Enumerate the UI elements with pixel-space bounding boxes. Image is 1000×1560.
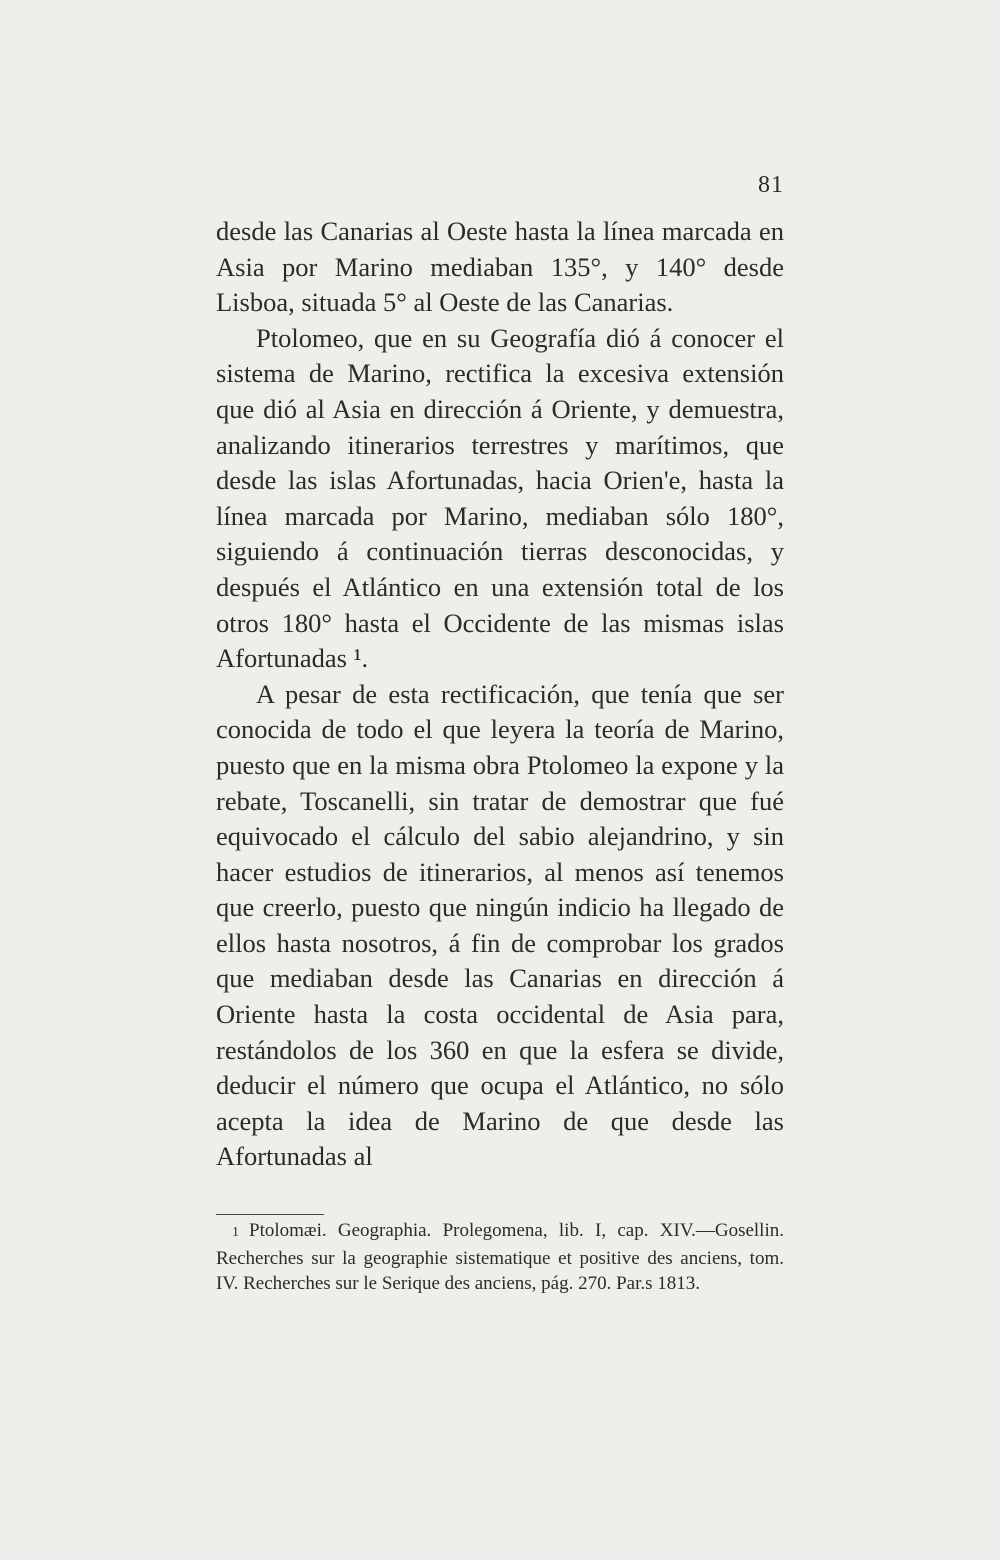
footnote bbox=[216, 1218, 784, 1297]
paragraph-1: desde las Canarias al Oeste hasta la línea marcada en Asia por Marino mediaban 135°, y 140° desde Lisboa, situada 5° al Oeste de las Canarias. bbox=[216, 216, 784, 318]
paragraph-2: Ptolomeo, que en su Geografía dió á conocer el sistema de Marino, rectifica la excesiva extensión que dió al Asia en dirección á Oriente, y demuestra, analizando itinerarios terrestres y marítimos, que desde las islas Afortunadas, hacia Orien'e, hasta la línea marcada por Marino, mediaban sólo 180°, siguiendo á continuación tierras desconocidas, y después el Atlántico en una extensión total de los otros 180° hasta el Occidente de las mismas islas Afortunadas ¹. bbox=[216, 322, 784, 674]
page-number: 81 bbox=[758, 172, 784, 198]
footnote-marker: 1 bbox=[232, 1225, 239, 1240]
body-text bbox=[216, 214, 784, 1175]
footnote-divider bbox=[216, 1214, 324, 1215]
footnote-text: Ptolomæi. Geographia. Prolegomena, lib. I, cap. XIV.—Gosellin. Recherches sur la geographie sistematique et positive des anciens, tom. IV. Recherches sur le Serique des anciens, pág. 270. Par.s 1813. bbox=[216, 1220, 784, 1294]
paragraph-3: A pesar de esta rectificación, que tenía que ser conocida de todo el que leyera la teoría de Marino, puesto que en la misma obra Ptolomeo la expone y la rebate, Toscanelli, sin tratar de demostrar que fué equivocado el cálculo del sabio alejandrino, y sin hacer estudios de itinerarios, al menos así tenemos que creerlo, puesto que ningún indicio ha llegado de ellos hasta nosotros, á fin de comprobar los grados que mediaban desde las Canarias en dirección á Oriente hasta la costa occidental de Asia para, restándolos de los 360 en que la esfera se divide, deducir el número que ocupa el Atlántico, no sólo acepta la idea de Marino de que desde las Afortunadas al bbox=[216, 678, 784, 1172]
